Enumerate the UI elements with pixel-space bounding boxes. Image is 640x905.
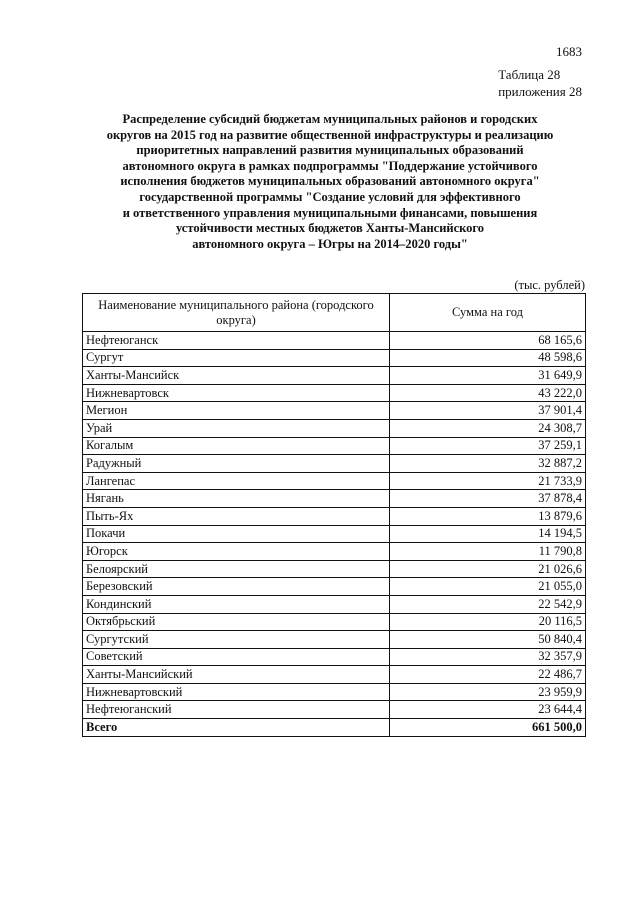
table-row: [83, 543, 586, 561]
annual-sum: 31 649,9: [390, 367, 586, 385]
table-row: [83, 437, 586, 455]
municipality-name: Мегион: [83, 402, 390, 420]
table-row: [83, 683, 586, 701]
municipality-name: Когалым: [83, 437, 390, 455]
title-line: и ответственного управления муниципальными финансами, повышения: [122, 205, 538, 220]
table-row: [83, 507, 586, 525]
table-ref-line1: Таблица 28: [498, 67, 561, 82]
table-row: [83, 525, 586, 543]
table-row: [83, 367, 586, 385]
municipality-name: Урай: [83, 419, 390, 437]
title-line: автономного округа – Югры на 2014–2020 годы": [192, 236, 468, 251]
table-row: [83, 666, 586, 684]
annual-sum: 14 194,5: [390, 525, 586, 543]
municipality-name: Березовский: [83, 578, 390, 596]
annual-sum: 22 486,7: [390, 666, 586, 684]
annual-sum: 37 901,4: [390, 402, 586, 420]
table-header-row: [83, 294, 586, 332]
header-sum: Сумма на год: [390, 294, 586, 332]
units-label: (тыс. рублей): [514, 278, 585, 292]
annual-sum: 24 308,7: [390, 419, 586, 437]
annual-sum: 68 165,6: [390, 332, 586, 350]
municipality-name: Нижневартовский: [83, 683, 390, 701]
municipality-name: Нефтеюганский: [83, 701, 390, 719]
table-row: [83, 595, 586, 613]
municipality-name: Кондинский: [83, 595, 390, 613]
annual-sum: 48 598,6: [390, 349, 586, 367]
title-line: приоритетных направлений развития муниципальных образований: [136, 143, 524, 158]
municipality-name: Лангепас: [83, 472, 390, 490]
annual-sum: 23 959,9: [390, 683, 586, 701]
table-row: [83, 332, 586, 350]
table-row: [83, 490, 586, 508]
municipality-name: Нефтеюганск: [83, 332, 390, 350]
municipality-name: Октябрьский: [83, 613, 390, 631]
municipality-name: Югорск: [83, 543, 390, 561]
table-row: [83, 613, 586, 631]
table-row: [83, 419, 586, 437]
annual-sum: 20 116,5: [390, 613, 586, 631]
annual-sum: 22 542,9: [390, 595, 586, 613]
table-row: [83, 402, 586, 420]
annual-sum: 32 357,9: [390, 648, 586, 666]
municipality-name: Ханты-Мансийский: [83, 666, 390, 684]
table-reference: [498, 66, 582, 100]
table-row: [83, 648, 586, 666]
title-line: Распределение субсидий бюджетам муниципальных районов и городских: [122, 112, 538, 126]
table-row: [83, 455, 586, 473]
table-ref-line2: приложения 28: [498, 84, 582, 99]
annual-sum: 32 887,2: [390, 455, 586, 473]
annual-sum: 21 026,6: [390, 560, 586, 578]
table-row: [83, 472, 586, 490]
municipality-name: Белоярский: [83, 560, 390, 578]
table-row: [83, 349, 586, 367]
municipality-name: Пыть-Ях: [83, 507, 390, 525]
table-row: [83, 701, 586, 719]
title-line: округов на 2015 год на развитие общественной инфраструктуры и реализацию: [106, 127, 554, 142]
annual-sum: 21 733,9: [390, 472, 586, 490]
annual-sum: 43 222,0: [390, 384, 586, 402]
title-line: устойчивости местных бюджетов Ханты-Мансийского: [175, 221, 485, 236]
municipality-name: Советский: [83, 648, 390, 666]
municipality-name: Нягань: [83, 490, 390, 508]
table-body: [83, 332, 586, 737]
annual-sum: 37 259,1: [390, 437, 586, 455]
municipality-name: Ханты-Мансийск: [83, 367, 390, 385]
total-label: Всего: [83, 719, 390, 737]
header-name: Наименование муниципального района (городского округа): [83, 294, 390, 332]
annual-sum: 50 840,4: [390, 631, 586, 649]
municipality-name: Нижневартовск: [83, 384, 390, 402]
title-line: государственной программы "Создание условий для эффективного: [139, 189, 521, 204]
title-line: автономного округа в рамках подпрограммы "Поддержание устойчивого: [122, 158, 538, 173]
table-row: [83, 578, 586, 596]
title-line: исполнения бюджетов муниципальных образований автономного округа": [120, 174, 540, 189]
annual-sum: 11 790,8: [390, 543, 586, 561]
subsidies-table: [82, 293, 586, 737]
municipality-name: Радужный: [83, 455, 390, 473]
annual-sum: 23 644,4: [390, 701, 586, 719]
page-number: 1683: [556, 44, 582, 59]
table-row: [83, 631, 586, 649]
document-title: [70, 112, 590, 252]
annual-sum: 13 879,6: [390, 507, 586, 525]
table-row: [83, 560, 586, 578]
annual-sum: 37 878,4: [390, 490, 586, 508]
municipality-name: Сургутский: [83, 631, 390, 649]
table-row: [83, 384, 586, 402]
annual-sum: 21 055,0: [390, 578, 586, 596]
municipality-name: Сургут: [83, 349, 390, 367]
total-sum: 661 500,0: [390, 719, 586, 737]
municipality-name: Покачи: [83, 525, 390, 543]
total-row: [83, 719, 586, 737]
